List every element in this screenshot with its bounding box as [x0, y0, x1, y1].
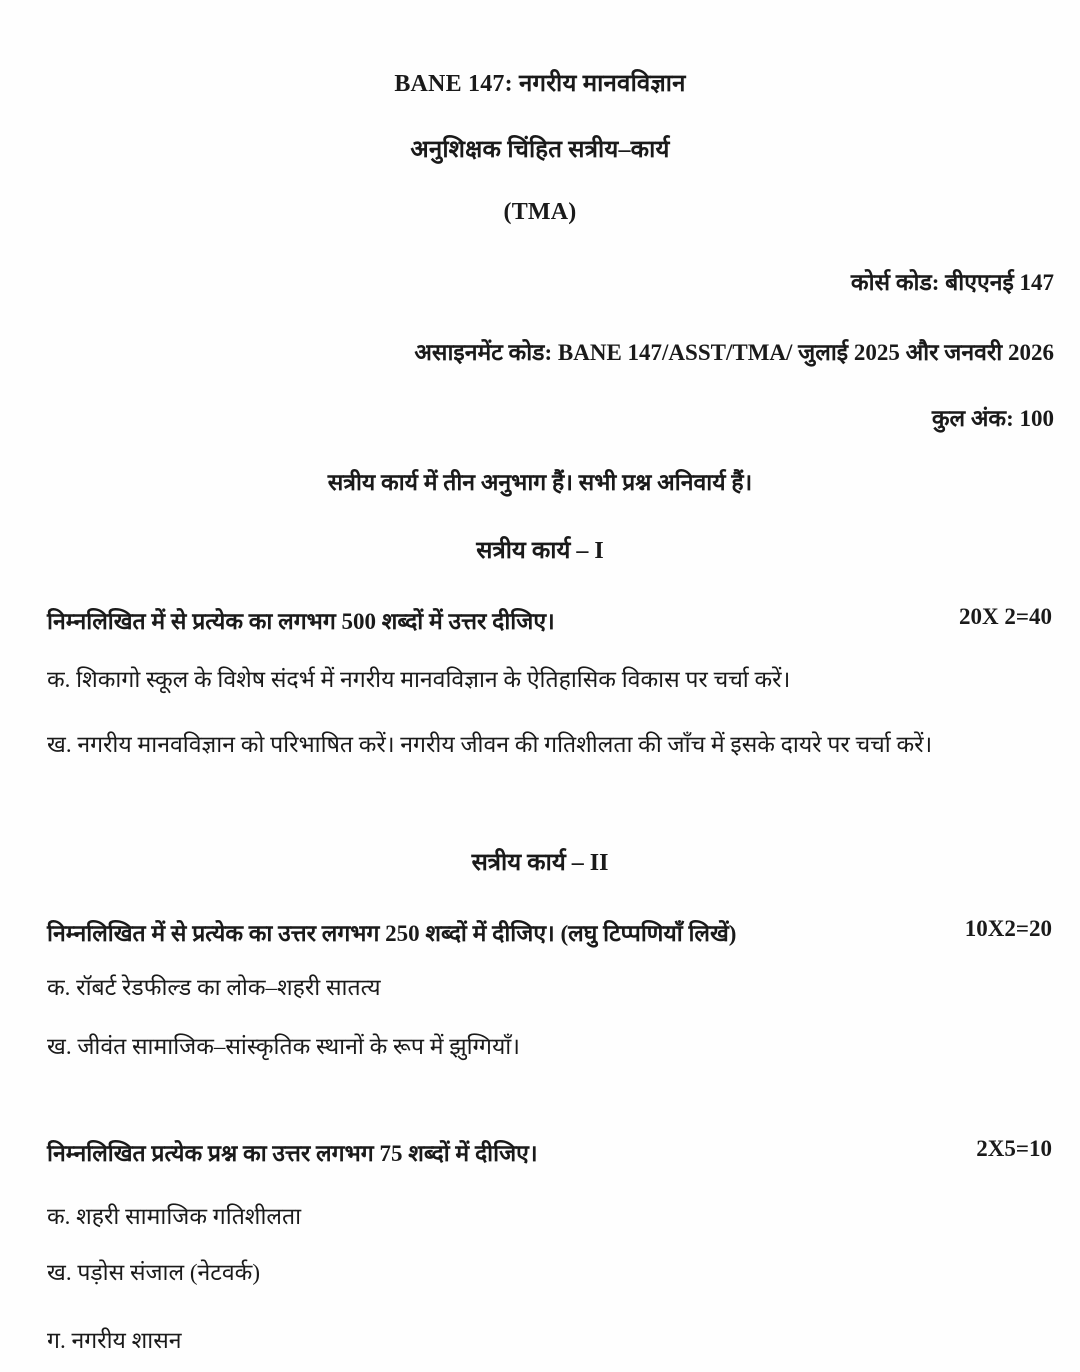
section-1-heading: सत्रीय कार्य – I — [476, 538, 604, 564]
section-1-question-a: क. शिकागो स्कूल के विशेष संदर्भ में नगरीय मानवविज्ञान के ऐतिहासिक विकास पर चर्चा करें। — [47, 667, 791, 692]
section-1-marks: 20X 2=40 — [959, 604, 1052, 629]
assignment-type-title: अनुशिक्षक चिंहित सत्रीय–कार्य — [410, 137, 670, 163]
course-code: कोर्स कोड: बीएएनई 147 — [850, 270, 1054, 295]
section-2-marks: 10X2=20 — [964, 916, 1052, 941]
course-title: BANE 147: नगरीय मानवविज्ञान — [394, 71, 686, 97]
section-3-marks: 2X5=10 — [976, 1136, 1052, 1161]
section-1-instruction: निम्नलिखित में से प्रत्येक का लगभग 500 शब्दों में उत्तर दीजिए। — [47, 609, 555, 634]
section-2-question-a: क. रॉबर्ट रेडफील्ड का लोक–शहरी सातत्य — [47, 975, 381, 1000]
total-marks: कुल अंक: 100 — [931, 406, 1054, 431]
section-3-question-a: क. शहरी सामाजिक गतिशीलता — [47, 1204, 302, 1229]
section-1-instruction-row — [47, 604, 1052, 636]
section-3-question-c: ग. नगरीय शासन — [47, 1328, 182, 1353]
general-note: सत्रीय कार्य में तीन अनुभाग हैं। सभी प्रश्न अनिवार्य हैं। — [327, 470, 753, 495]
section-2-heading: सत्रीय कार्य – II — [471, 850, 609, 876]
assignment-code: असाइनमेंट कोड: BANE 147/ASST/TMA/ जुलाई 2025 और जनवरी 2026 — [414, 340, 1054, 365]
section-1-question-b: ख. नगरीय मानवविज्ञान को परिभाषित करें। नगरीय जीवन की गतिशीलता की जाँच में इसके दायरे पर चर्चा करें। — [47, 732, 933, 757]
section-3-instruction: निम्नलिखित प्रत्येक प्रश्न का उत्तर लगभग 75 शब्दों में दीजिए। — [47, 1141, 538, 1166]
tma-label: (TMA) — [503, 199, 577, 225]
section-3-instruction-row — [47, 1136, 1052, 1168]
section-3-question-b: ख. पड़ोस संजाल (नेटवर्क) — [47, 1260, 260, 1285]
section-2-instruction-row — [47, 916, 1052, 948]
section-2-instruction: निम्नलिखित में से प्रत्येक का उत्तर लगभग 250 शब्दों में दीजिए। (लघु टिप्पणियाँ लिखें) — [47, 921, 737, 946]
section-2-question-b: ख. जीवंत सामाजिक–सांस्कृतिक स्थानों के रूप में झुग्गियाँ। — [47, 1034, 520, 1059]
